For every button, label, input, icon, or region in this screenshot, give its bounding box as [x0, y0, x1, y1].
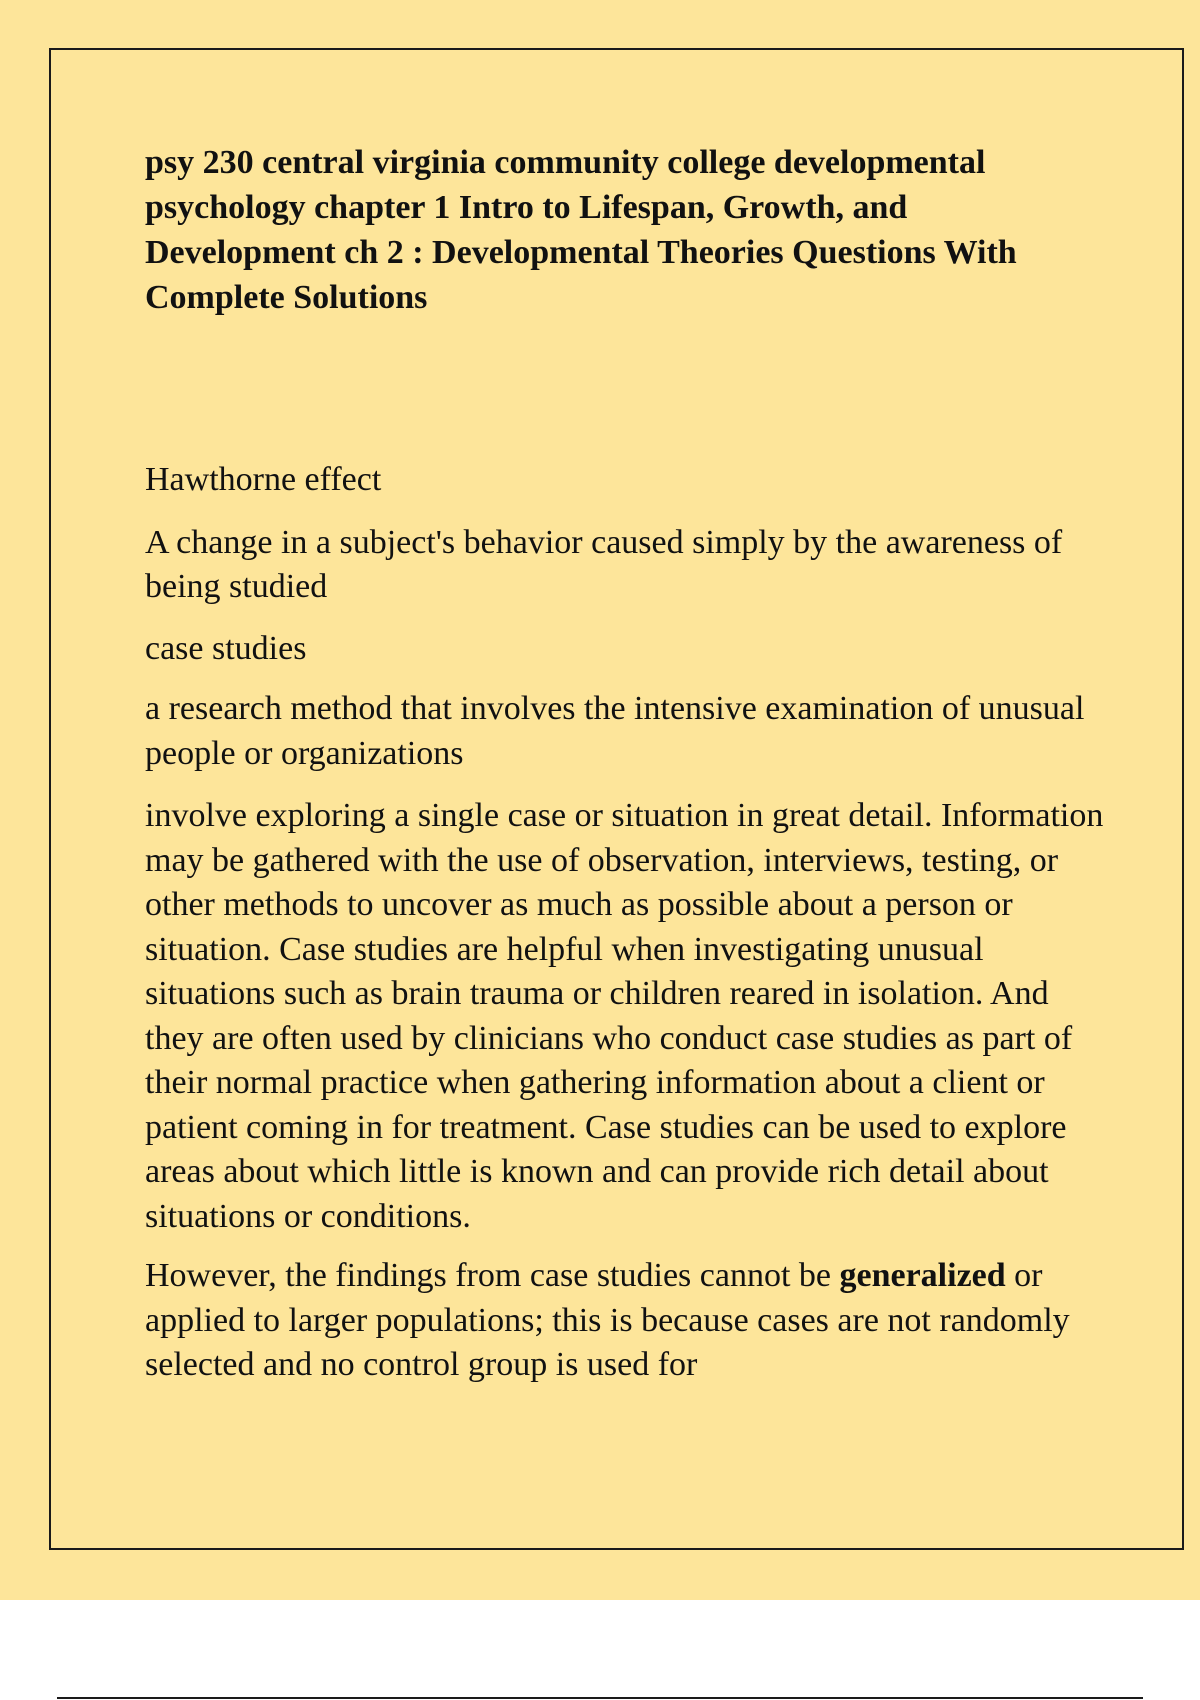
- generalized-emphasis: generalized: [839, 1257, 1006, 1294]
- limitations-text-end: or applied to larger populations; this is because cases are not randomly selected and no control group is used for: [145, 1257, 1070, 1383]
- term-hawthorne-effect: Hawthorne effect: [145, 461, 382, 498]
- limitations-text-start: However, the findings from case studies cannot be: [145, 1257, 840, 1294]
- document-title: psy 230 central virginia community college developmental psychology chapter 1 Intro to Lifespan, Growth, and Development ch 2 : Developmental Theories Questions With Complete Solutions: [145, 144, 1017, 316]
- case-studies-limitations-paragraph: [145, 1254, 1105, 1388]
- definition-hawthorne-effect: A change in a subject's behavior caused simply by the awareness of being studied: [145, 523, 1063, 605]
- next-page-top-rule: [57, 1697, 1143, 1699]
- case-studies-explanation-paragraph: involve exploring a single case or situation in great detail. Information may be gathered with the use of observation, interviews, testing, or other methods to uncover as much as possible about a person or situation. Case studies are helpful when investigating unusual situations such as brain trauma or children reared in isolation. And they are often used by clinicians who conduct case studies as part of their normal practice when gathering information about a client or patient coming in for treatment. Case studies can be used to explore areas about which little is known and can provide rich detail about situations or conditions.: [145, 797, 1104, 1235]
- term-case-studies: case studies: [145, 629, 307, 667]
- document-content: [145, 140, 1105, 1388]
- definition-case-studies: a research method that involves the intensive examination of unusual people or organizations: [145, 690, 1085, 772]
